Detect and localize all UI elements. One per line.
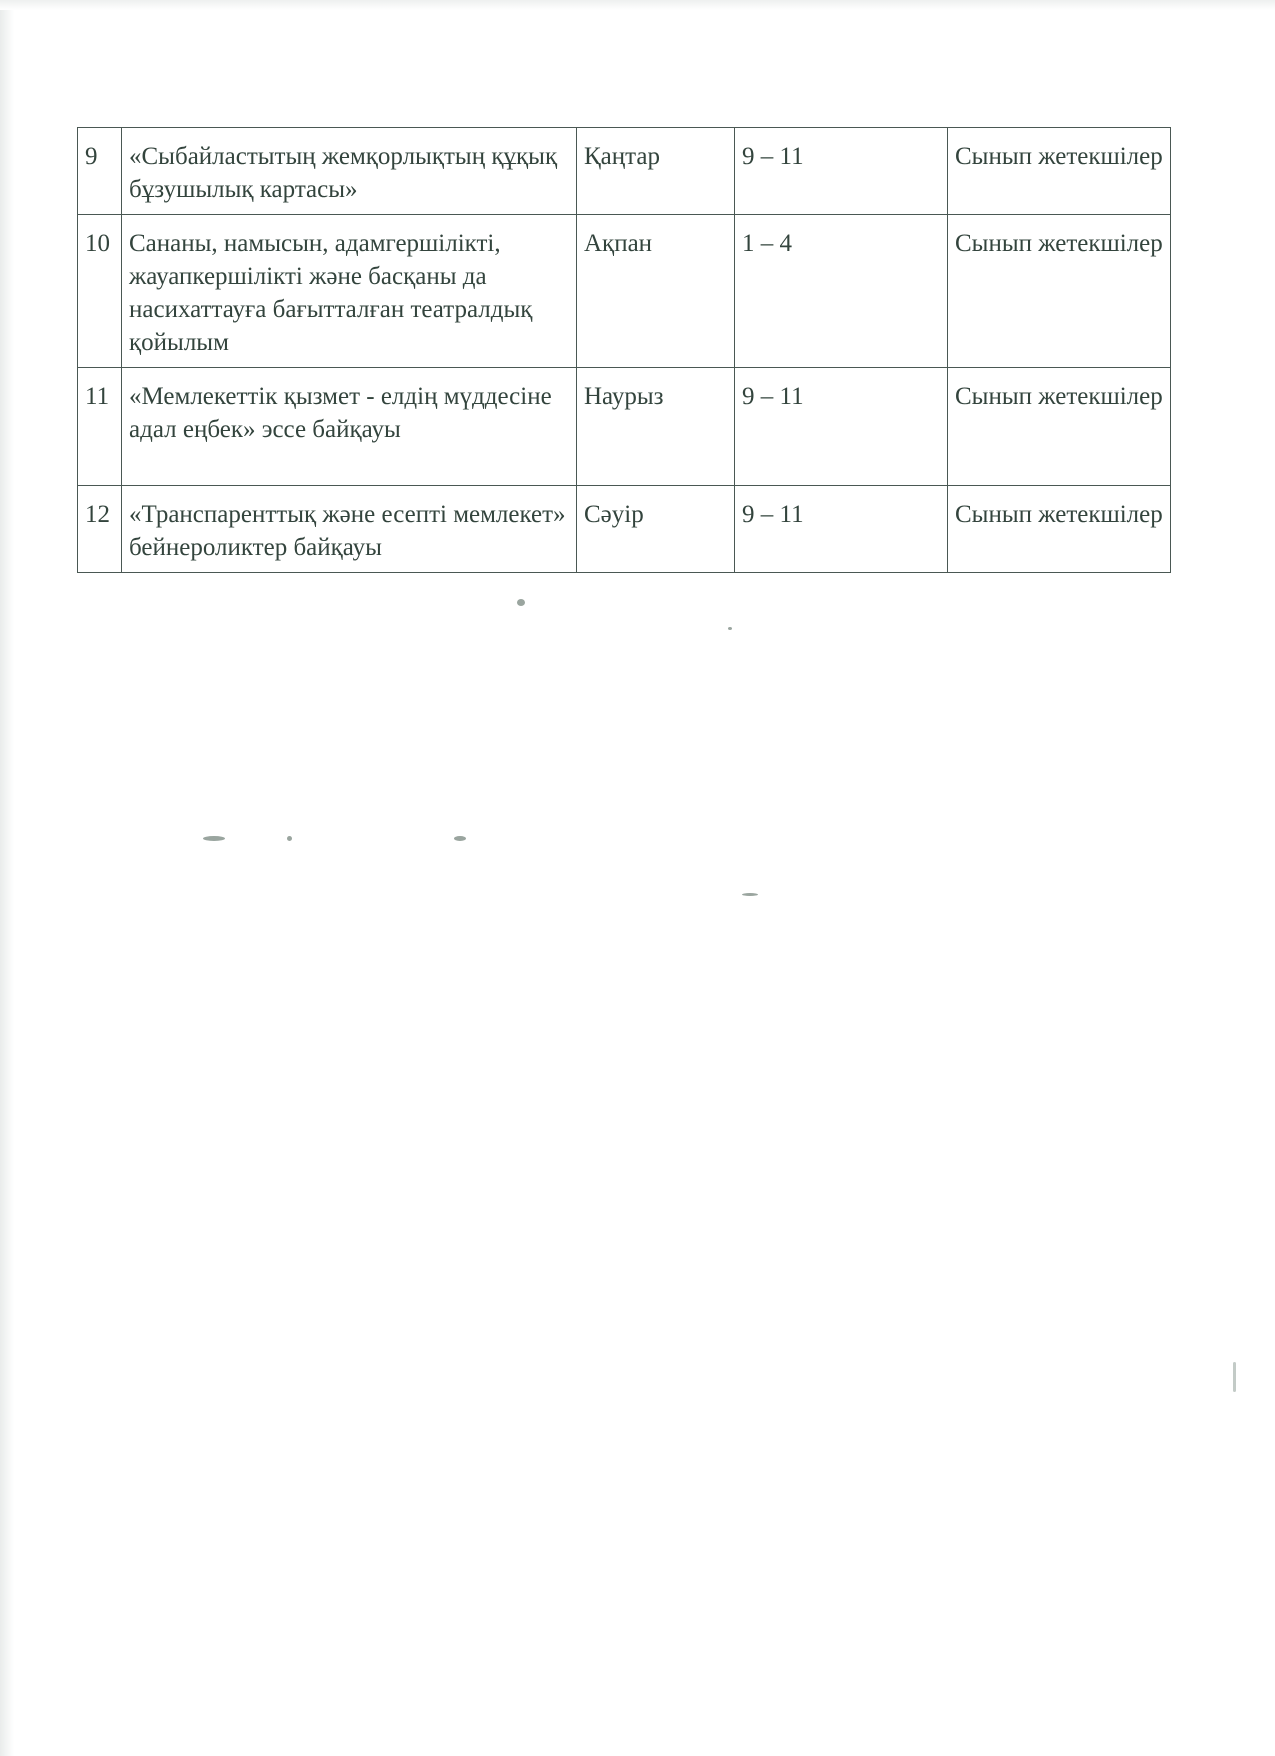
- table-row: [78, 215, 1171, 368]
- event-title: «Транспаренттық және есепті мемлекет» бейнероликтер байқауы: [122, 486, 577, 573]
- scan-edge-top: [0, 0, 1275, 10]
- scan-speck: [454, 836, 466, 841]
- event-responsible: Сынып жетекшілер: [948, 486, 1171, 573]
- table-row: [78, 486, 1171, 573]
- scan-speck: [287, 836, 292, 841]
- scan-speck: [728, 627, 732, 630]
- event-month: Ақпан: [577, 215, 735, 368]
- scan-edge-left: [0, 0, 14, 1756]
- table-row: [78, 128, 1171, 215]
- row-number: 12: [78, 486, 122, 573]
- scan-speck: [517, 599, 525, 606]
- row-number: 10: [78, 215, 122, 368]
- event-plan-table: [77, 127, 1171, 573]
- event-grades: 9 – 11: [735, 486, 948, 573]
- event-title: Сананы, намысын, адамгершілікті, жауапкершілікті және басқаны да насихаттауға бағытталған театралдық қойылым: [122, 215, 577, 368]
- event-month: Қаңтар: [577, 128, 735, 215]
- event-grades: 9 – 11: [735, 368, 948, 486]
- event-title: «Сыбайластытың жемқорлықтың құқық бұзушылық картасы»: [122, 128, 577, 215]
- event-month: Наурыз: [577, 368, 735, 486]
- scan-speck: [203, 836, 225, 841]
- row-number: 11: [78, 368, 122, 486]
- event-responsible: Сынып жетекшілер: [948, 128, 1171, 215]
- table-row: [78, 368, 1171, 486]
- scan-speck: [1233, 1362, 1236, 1392]
- event-responsible: Сынып жетекшілер: [948, 215, 1171, 368]
- scan-speck: [742, 893, 758, 896]
- event-responsible: Сынып жетекшілер: [948, 368, 1171, 486]
- event-grades: 1 – 4: [735, 215, 948, 368]
- event-title: «Мемлекеттік қызмет - елдің мүддесіне адал еңбек» эссе байқауы: [122, 368, 577, 486]
- event-grades: 9 – 11: [735, 128, 948, 215]
- row-number: 9: [78, 128, 122, 215]
- event-month: Сәуір: [577, 486, 735, 573]
